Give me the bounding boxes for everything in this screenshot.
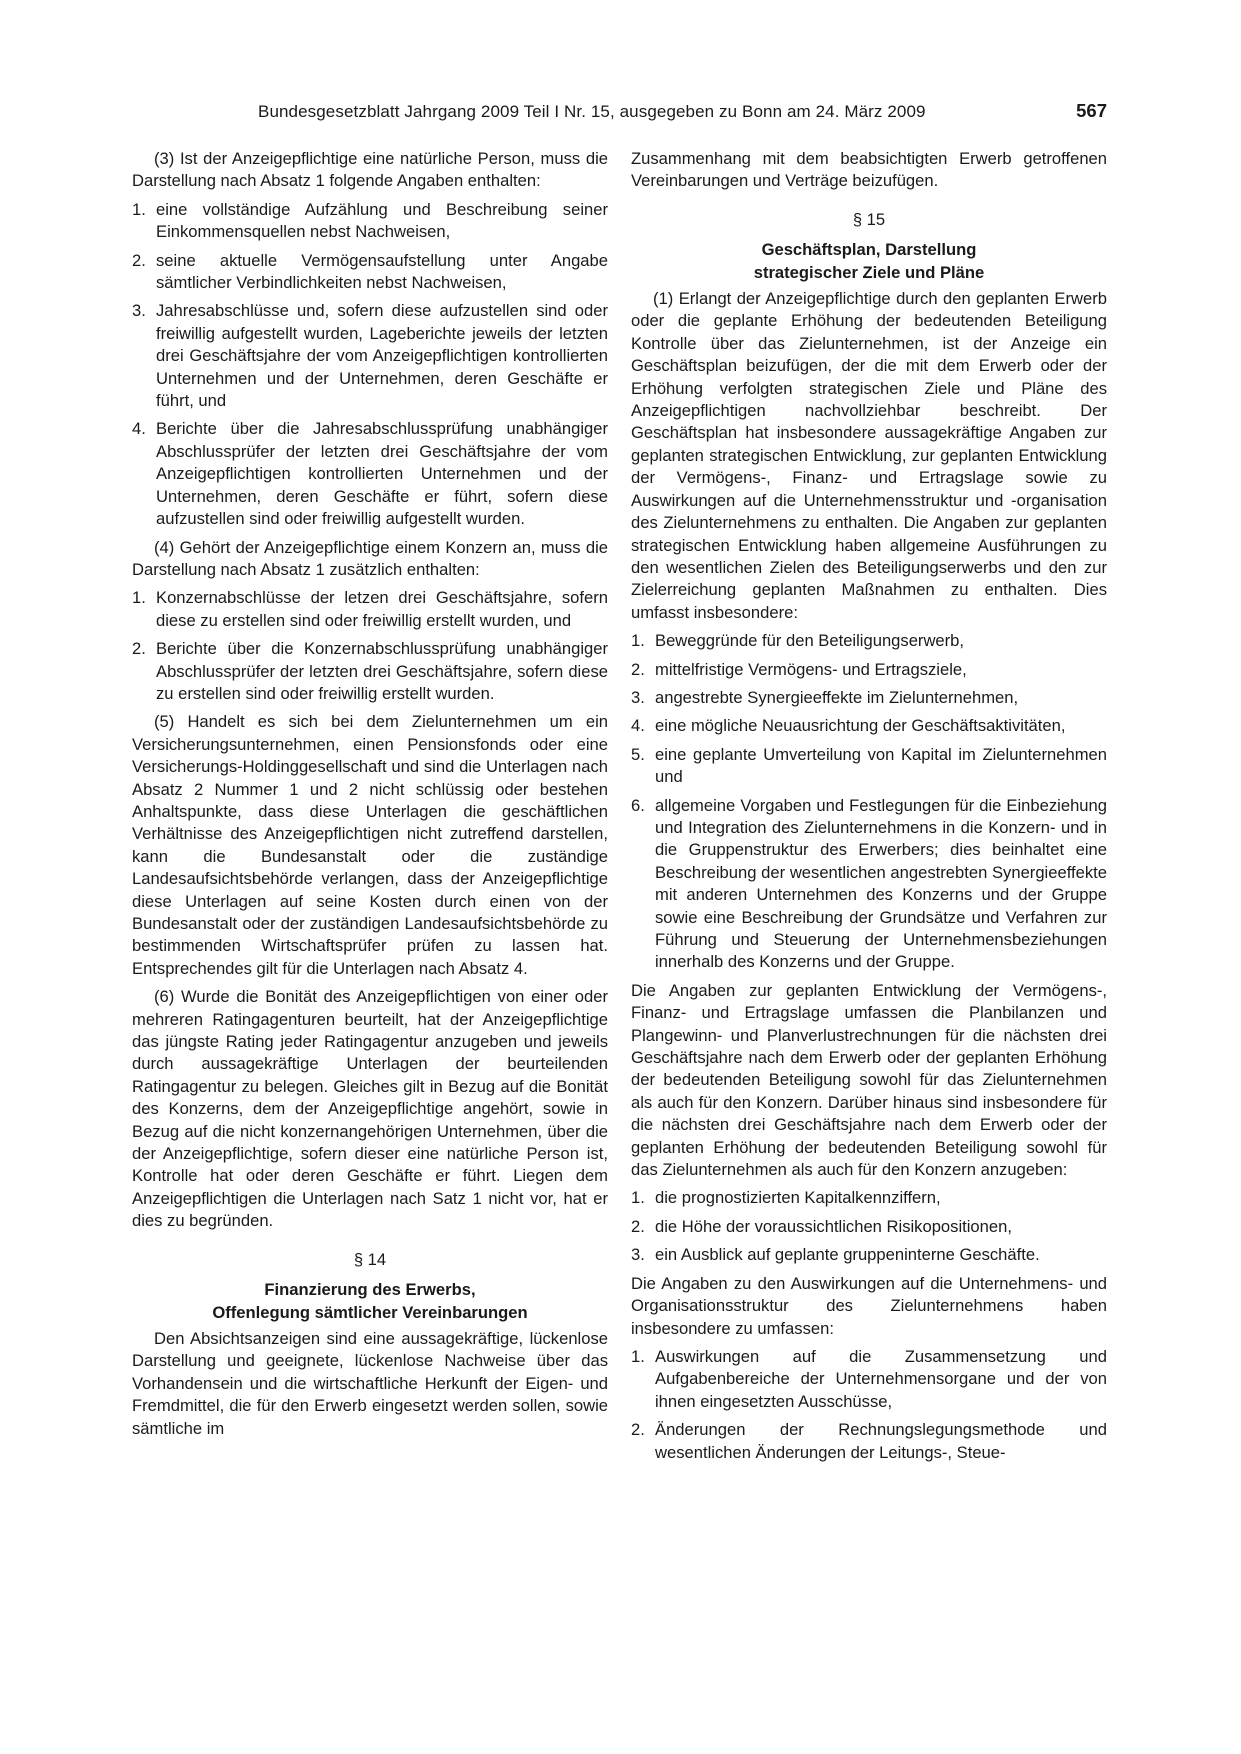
list-item: 2. seine aktuelle Vermögensaufstellung unter Angabe sämtlicher Verbindlichkeiten nebst Nachweisen, bbox=[132, 250, 608, 293]
header-title: Bundesgesetzblatt Jahrgang 2009 Teil I Nr. 15, ausgegeben zu Bonn am 24. März 2009 bbox=[258, 102, 926, 121]
section-15-number: § 15 bbox=[852, 209, 886, 229]
list-financial bbox=[631, 1187, 1107, 1266]
list-item: 6. allgemeine Vorgaben und Festlegungen für die Einbeziehung und Integration des Zielunternehmens in die Konzern- und in die Gruppenstruktur des Erwerbers; dies beinhaltet eine Beschreibung der wesentlichen angestrebten Synergieeffekte mit anderen Unternehmen des Konzerns und der Gruppe sowie eine Beschreibung der Grundsätze und Verfahren zur Führung und Steuerung der Unternehmensbeziehungen innerhalb des Konzerns und der Gruppe. bbox=[631, 795, 1107, 972]
list-item: 2. mittelfristige Vermögens- und Ertragsziele, bbox=[631, 659, 967, 679]
right-column bbox=[631, 148, 1107, 1470]
list-paragraph-3 bbox=[132, 199, 608, 531]
paragraph-5: (5) Handelt es sich bei dem Zielunternehmen um ein Versicherungsunternehmen, einen Pensionsfonds oder eine Versicherungs-Holdinggesellschaft und sind die Unterlagen nach Absatz 2 Nummer 1 und 2 nicht schlüssig oder bestehen Anhaltspunkte, dass diese Unterlagen die geschäftlichen Verhältnisse des Anzeigepflichtigen nicht zutreffend darstellen, kann die Bundesanstalt oder die zuständige Landesaufsichtsbehörde verlangen, dass der Anzeigepflichtige diese Unterlagen auf seine Kosten durch einen von der Bundesanstalt oder der zuständigen Landesaufsichtsbehörde zu bestimmenden Wirtschaftsprüfer prüfen zu lassen hat. Entsprechendes gilt für die Unterlagen nach Absatz 4. bbox=[132, 712, 608, 978]
list-item: 5. eine geplante Umverteilung von Kapital im Zielunternehmen und bbox=[631, 744, 1107, 787]
list-item: 4. eine mögliche Neuausrichtung der Geschäftsaktivitäten, bbox=[631, 716, 1066, 736]
running-header bbox=[130, 100, 1107, 126]
list-paragraph-4 bbox=[132, 587, 608, 705]
list-item: 2. Änderungen der Rechnungslegungsmethode und wesentlichen Änderungen der Leitungs-, Steue- bbox=[631, 1420, 1107, 1462]
paragraph-6: (6) Wurde die Bonität des Anzeigepflichtigen von einer oder mehreren Ratingagenturen beurteilt, hat der Anzeigepflichtige das jüngste Rating jeder Ratingagentur anzugeben und jeweils durch aussagekräftige Unterlagen der beurteilenden Ratingagentur zu belegen. Gleiches gilt in Bezug auf die Bonität des Konzerns, dem der Anzeigepflichtige angehört, sowie in Bezug auf die nicht konzernangehörigen Unternehmen, über die der Anzeigepflichtige, sofern dieser eine natürliche Person ist, Kontrolle hat oder deren Geschäfte er führt. Liegen dem Anzeigepflichtigen die Unterlagen nach Satz 1 nicht vor, hat er dies zu begründen. bbox=[132, 987, 608, 1231]
section-14-number: § 14 bbox=[353, 1249, 387, 1269]
list-organisation bbox=[631, 1346, 1107, 1464]
list-item: 2. Berichte über die Konzernabschlussprüfung unabhängiger Abschlussprüfer der letzten drei Geschäftsjahre, sofern diese zu erstellen sind oder freiwillig erstellt wurden. bbox=[132, 639, 608, 703]
list-item: 3. angestrebte Synergieeffekte im Zielunternehmen, bbox=[631, 687, 1019, 707]
list-item: 1. eine vollständige Aufzählung und Beschreibung seiner Einkommensquellen nebst Nachweisen, bbox=[132, 199, 608, 242]
page-number: 567 bbox=[1076, 100, 1107, 121]
list-item: 1. Auswirkungen auf die Zusammensetzung und Aufgabenbereiche der Unternehmensorgane und der von ihnen eingesetzten Ausschüsse, bbox=[631, 1346, 1107, 1411]
left-column bbox=[132, 148, 608, 1440]
list-paragraph-1 bbox=[631, 630, 1107, 974]
list-item: 3. ein Ausblick auf geplante gruppeninterne Geschäfte. bbox=[631, 1245, 1040, 1265]
list-item: 1. Beweggründe für den Beteiligungserwerb, bbox=[631, 631, 965, 651]
list-item: 3. Jahresabschlüsse und, sofern diese aufzustellen sind oder freiwillig aufgestellt wurden, Lageberichte jeweils der letzten drei Geschäftsjahre der vom Anzeigepflichtigen kontrollierten Unternehmen und der Unternehmen, deren Geschäfte er führt, und bbox=[132, 301, 608, 411]
section-14-body: Den Absichtsanzeigen sind eine aussagekräftige, lückenlose Darstellung und geeignete, lückenlose Nachweise über das Vorhandensein und die wirtschaftliche Herkunft der Eigen- und Fremdmittel, die für den Erwerb eingesetzt werden sollen, sowie sämtliche im bbox=[132, 1328, 608, 1438]
list-item: 2. die Höhe der voraussichtlichen Risikopositionen, bbox=[631, 1216, 1012, 1236]
list-item: 1. Konzernabschlüsse der letzen drei Geschäftsjahre, sofern diese zu erstellen sind oder freiwillig erstellt wurden, und bbox=[132, 588, 608, 630]
paragraph-organisation: Die Angaben zu den Auswirkungen auf die Unternehmens- und Organisationsstruktur des Zielunternehmens haben insbesondere zu umfassen: bbox=[631, 1273, 1107, 1338]
section-14-title: Finanzierung des Erwerbs, Offenlegung sämtlicher Vereinbarungen bbox=[212, 1280, 528, 1322]
list-item: 1. die prognostizierten Kapitalkennziffern, bbox=[631, 1188, 941, 1208]
section-14-continuation: Zusammenhang mit dem beabsichtigten Erwerb getroffenen Vereinbarungen und Verträge beizufügen. bbox=[631, 149, 1107, 191]
paragraph-4: (4) Gehört der Anzeigepflichtige einem Konzern an, muss die Darstellung nach Absatz 1 zusätzlich enthalten: bbox=[132, 537, 608, 579]
list-item: 4. Berichte über die Jahresabschlussprüfung unabhängiger Abschlussprüfer der letzten drei Geschäftsjahre der vom Anzeigepflichtigen kontrollierten Unternehmen und der Unternehmen, deren Geschäfte er führt, sofern diese aufzustellen sind oder freiwillig aufgestellt wurden. bbox=[132, 419, 608, 529]
paragraph-1: (1) Erlangt der Anzeigepflichtige durch den geplanten Erwerb oder die geplante Erhöhung der bedeutenden Beteiligung Kontrolle über das Zielunternehmen, ist der Anzeige ein Geschäftsplan beizufügen, der die mit dem Erwerb oder der Erhöhung verfolgten strategischen Ziele und Pläne des Anzeigepflichtigen nachvollziehbar beschreibt. Der Geschäftsplan hat insbesondere aussagekräftige Angaben zur geplanten strategischen Entwicklung, zur geplanten Entwicklung der Vermögens-, Finanz- und Ertragslage sowie zu Auswirkungen auf die Unternehmensstruktur und -organisation des Zielunternehmens zu enthalten. Die Angaben zur geplanten strategischen Entwicklung haben allgemeine Ausführungen zu den wesentlichen Zielen des Beteiligungserwerbs und den zur Zielerreichung geplanten Maßnahmen zu enthalten. Dies umfasst insbesondere: bbox=[631, 289, 1107, 622]
section-15-title: Geschäftsplan, Darstellung strategischer Ziele und Pläne bbox=[753, 240, 985, 282]
paragraph-financial: Die Angaben zur geplanten Entwicklung der Vermögens-, Finanz- und Ertragslage umfassen die Planbilanzen und Plangewinn- und Planverlustrechnungen für die nächsten drei Geschäftsjahre nach dem Erwerb oder der geplanten Erhöhung der bedeutenden Beteiligung sowohl für das Zielunternehmen als auch für den Konzern. Darüber hinaus sind insbesondere für die nächsten drei Geschäftsjahre nach dem Erwerb oder der geplanten Erhöhung der bedeutenden Beteiligung sowohl für das Zielunternehmen als auch für den Konzern anzugeben: bbox=[631, 980, 1107, 1180]
paragraph-3: (3) Ist der Anzeigepflichtige eine natürliche Person, muss die Darstellung nach Absatz 1 folgende Angaben enthalten: bbox=[132, 149, 608, 191]
